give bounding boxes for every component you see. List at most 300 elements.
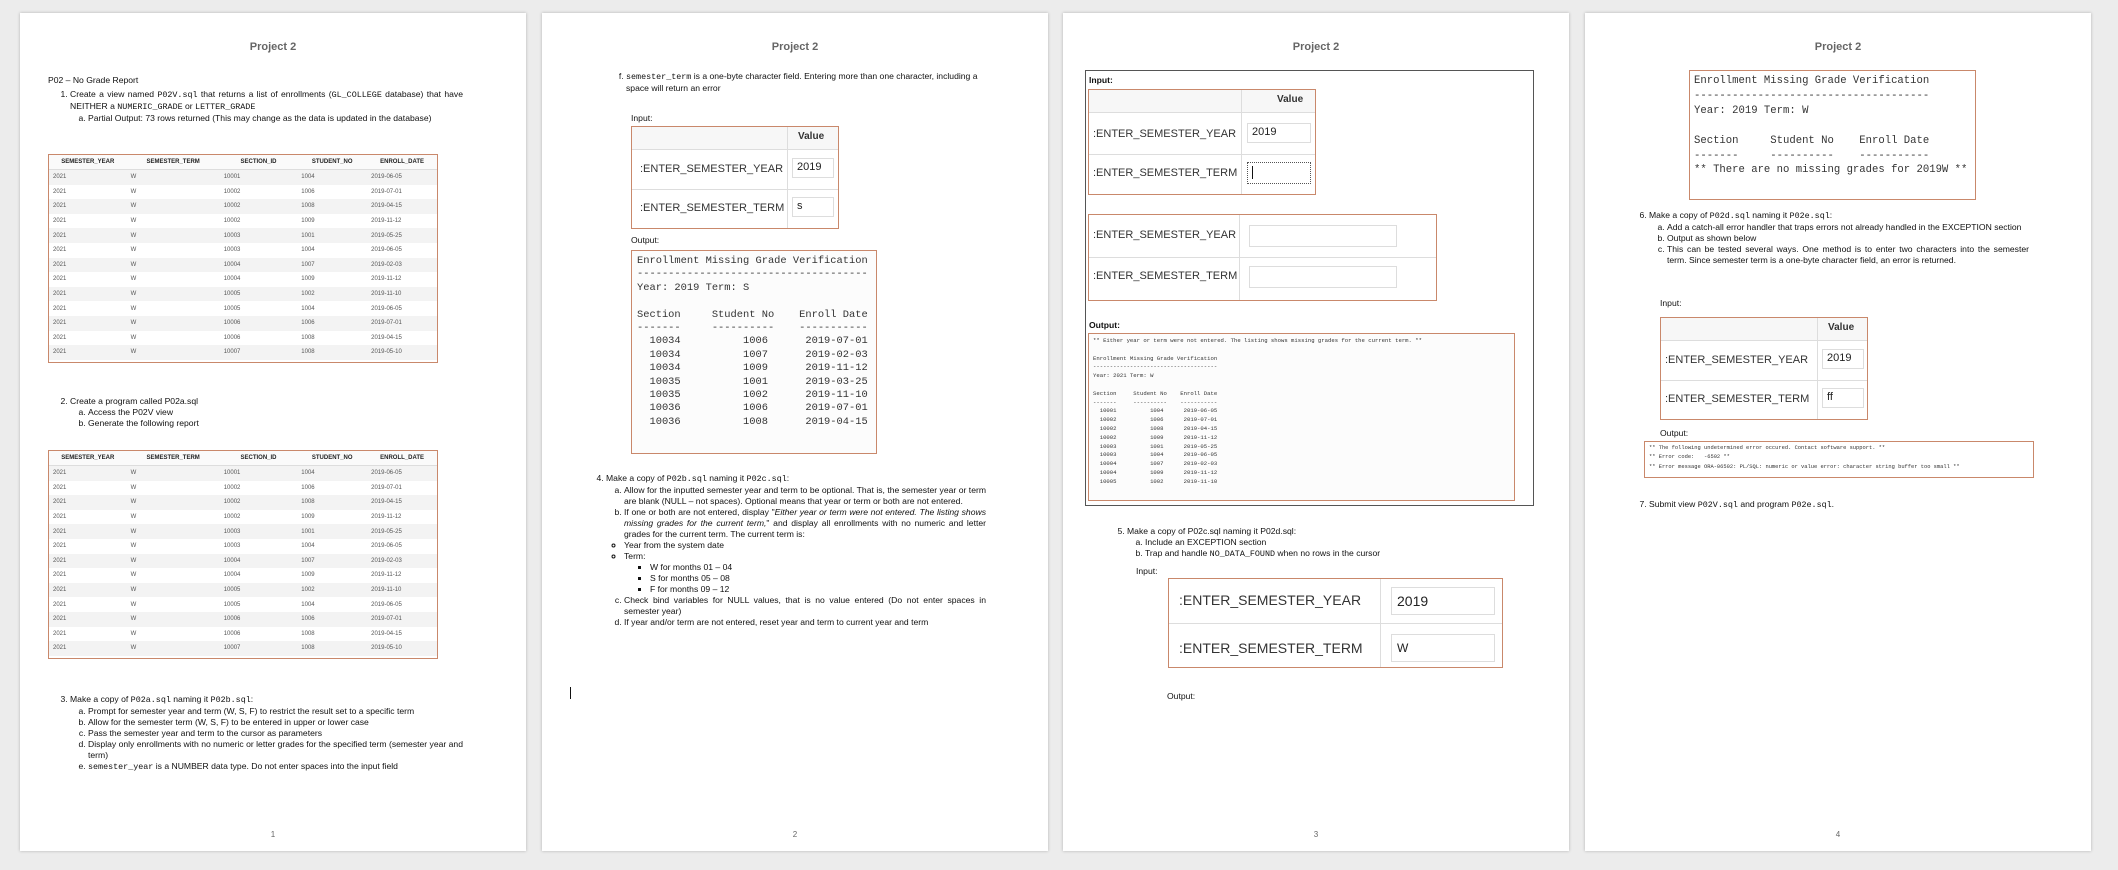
section-p02	[48, 75, 463, 124]
text: naming it	[1749, 210, 1790, 220]
month-range-s: ▪ S for months 05 – 08	[650, 573, 986, 584]
substep-2a: a. Access the P02V view	[88, 407, 463, 418]
table-cell: 2021	[49, 170, 127, 185]
table-cell: 1007	[297, 258, 367, 273]
output-panel[interactable]	[631, 250, 877, 454]
table-row[interactable]	[49, 612, 437, 627]
semester-term-field[interactable]: ff	[1822, 388, 1864, 408]
table-cell: W	[130, 514, 137, 521]
table-cell: 10006	[223, 334, 241, 341]
table-cell: 10005	[223, 601, 241, 608]
output-panel[interactable]	[1088, 333, 1515, 501]
text: .	[1831, 499, 1835, 509]
table-cell: 2019-11-12	[371, 572, 402, 579]
table-cell: W	[127, 612, 220, 627]
bind-variables-dialog	[1660, 317, 1868, 420]
term-list	[610, 540, 986, 595]
table-cell: 2021	[49, 583, 127, 598]
semester-term-label: :ENTER_SEMESTER_TERM	[1665, 393, 1810, 405]
document-page-2	[542, 13, 1048, 851]
table-cell: 2021	[49, 316, 127, 331]
table-cell: 10006	[223, 630, 241, 637]
table-cell: 1006	[297, 612, 367, 627]
report-output-grid[interactable]	[48, 450, 438, 659]
substep-4b	[624, 507, 986, 595]
table-row[interactable]	[49, 495, 437, 510]
text-cursor	[570, 687, 571, 699]
semester-term-label: :ENTER_SEMESTER_TERM	[1179, 640, 1363, 656]
semester-year-field[interactable]: 2019	[792, 158, 834, 178]
table-cell: 2019-06-05	[367, 170, 437, 185]
bind-variables-dialog	[631, 126, 839, 229]
table-row[interactable]	[49, 301, 437, 316]
text: Submit view	[1649, 499, 1698, 509]
table-cell: W	[127, 228, 220, 243]
table-cell: W	[130, 218, 137, 225]
table-row[interactable]	[49, 641, 437, 656]
code-text: semester_term	[626, 72, 692, 82]
term-item-term	[624, 551, 986, 595]
table-cell: 2019-04-15	[367, 495, 437, 510]
text: Make a copy of	[70, 694, 131, 704]
table-row[interactable]	[49, 258, 437, 273]
substep-4d: d. If year and/or term are not entered, reset year and term to current year and term	[624, 617, 986, 628]
text: :	[1829, 210, 1833, 220]
table-row[interactable]	[49, 524, 437, 539]
table-cell: 10005	[220, 287, 298, 302]
table-cell: 2019-02-03	[367, 554, 437, 569]
table-cell: 1008	[297, 495, 367, 510]
table-cell: 2019-11-12	[371, 276, 402, 283]
table-cell: W	[127, 345, 220, 360]
table-cell: 2019-11-12	[371, 218, 402, 225]
table-row[interactable]	[49, 627, 437, 642]
table-row[interactable]	[49, 510, 437, 525]
table-cell: 2021	[49, 228, 127, 243]
table-cell: 2021	[53, 218, 67, 225]
step-2	[70, 396, 463, 429]
table-cell: W	[130, 630, 137, 637]
column-header[interactable]: STUDENT_NO	[297, 155, 367, 170]
table-cell: 2019-04-15	[371, 630, 402, 637]
semester-term-field[interactable]: s	[792, 197, 834, 217]
table-cell: W	[130, 276, 137, 283]
table-cell: 2019-06-05	[371, 247, 402, 254]
table-cell: 1004	[297, 466, 367, 481]
table-cell: 10001	[220, 466, 298, 481]
substep-list	[70, 113, 463, 124]
table-cell: 2021	[49, 466, 127, 481]
code-text: GL_COLLEGE	[331, 90, 382, 100]
code-text: P02V.sql	[1697, 500, 1738, 510]
italic-text: Either year or term were not entered. The listing shows missing grades for the current term,	[624, 506, 986, 528]
step-7	[1649, 499, 2029, 511]
column-header[interactable]: ENROLL_DATE	[367, 451, 437, 466]
partial-output-grid[interactable]	[48, 154, 438, 363]
table-cell: 10004	[220, 554, 298, 569]
table-cell: W	[127, 258, 220, 273]
error-output-panel[interactable]	[1644, 441, 2034, 478]
table-cell: 1004	[301, 305, 315, 312]
column-header[interactable]: ENROLL_DATE	[367, 155, 437, 170]
table-cell: 2019-05-25	[367, 228, 437, 243]
substep-3e	[88, 761, 463, 773]
text: Make a copy of	[1649, 210, 1710, 220]
table-cell: 1008	[301, 334, 315, 341]
code-text: P02b.sql	[666, 474, 707, 484]
input-label: Input:	[1660, 298, 1682, 308]
table-cell: W	[130, 543, 137, 550]
month-list	[624, 562, 986, 595]
text: :	[786, 473, 790, 483]
text: " and display all enrollments with no numeric and letter grades for the current term. The current term is:	[624, 517, 986, 539]
table-cell: 2021	[53, 276, 67, 283]
substep-list	[614, 71, 982, 94]
table-cell: 1004	[301, 601, 315, 608]
text: :	[250, 694, 254, 704]
table-cell: 10003	[220, 524, 298, 539]
input-label: Input:	[1089, 75, 1113, 85]
table-cell: W	[127, 466, 220, 481]
substep-3f	[626, 71, 982, 94]
substep-3b: b. Allow for the semester term (W, S, F) to be entered in upper or lower case	[88, 717, 463, 728]
table-cell: 10002	[223, 188, 241, 195]
page-number: 4	[1835, 830, 1841, 839]
table-row[interactable]	[49, 214, 437, 229]
table-cell: 1006	[301, 188, 315, 195]
substep-5a: a. Include an EXCEPTION section	[1145, 537, 1507, 548]
text: and program	[1737, 499, 1792, 509]
row-divider	[1661, 380, 1867, 381]
month-range-f: ▪ F for months 09 – 12	[650, 584, 986, 595]
table-cell: 2019-06-05	[367, 466, 437, 481]
step-list-4	[584, 473, 986, 628]
semester-year-field[interactable]: 2019	[1247, 123, 1311, 143]
semester-term-label: :ENTER_SEMESTER_TERM	[640, 202, 785, 214]
table-row[interactable]	[49, 466, 437, 481]
column-header[interactable]: SEMESTER_TERM	[127, 451, 220, 466]
table-row[interactable]	[49, 199, 437, 214]
table-cell: 10003	[223, 247, 241, 254]
value-column-header: Value	[1277, 94, 1304, 105]
table-cell: 2021	[53, 572, 67, 579]
table-row[interactable]	[49, 539, 437, 554]
text: that returns a list of enrollments (	[197, 89, 332, 99]
table-cell: W	[127, 287, 220, 302]
substep-3c: c. Pass the semester year and term to the cursor as parameters	[88, 728, 463, 739]
table-cell: W	[127, 524, 220, 539]
table-cell: 2019-05-10	[367, 345, 437, 360]
text: database) that have NEITHER a	[70, 89, 464, 111]
table-cell: 2019-04-15	[371, 334, 402, 341]
table-row[interactable]	[49, 287, 437, 302]
table-cell: 2019-07-01	[367, 612, 437, 627]
semester-term-label: :ENTER_SEMESTER_TERM	[1093, 167, 1238, 179]
table-header-row	[49, 451, 437, 466]
value-column-header: Value	[798, 131, 825, 142]
code-text: P02e.sql	[1789, 211, 1830, 221]
step-1	[70, 89, 463, 124]
table-cell: 1008	[301, 630, 315, 637]
table-cell: 2021	[53, 630, 67, 637]
table-cell: W	[130, 484, 137, 491]
table-cell: 2021	[53, 543, 67, 550]
table-row[interactable]	[49, 170, 437, 185]
table-cell: 2021	[49, 258, 127, 273]
row-divider	[632, 189, 838, 190]
text: is a NUMBER data type. Do not enter spaces into the input field	[153, 760, 398, 771]
step-6	[1649, 210, 2029, 266]
table-cell: 2019-04-15	[367, 199, 437, 214]
table-cell: 2019-02-03	[367, 258, 437, 273]
code-text: P02V.sql	[157, 90, 198, 100]
code-text: NUMERIC_GRADE	[117, 101, 183, 112]
table-row[interactable]	[49, 597, 437, 612]
term-item-year: ◦ Year from the system date	[624, 540, 986, 551]
substep-list	[70, 706, 463, 773]
table-cell: 10004	[223, 572, 241, 579]
code-text: P02d.sql	[1709, 211, 1750, 221]
table-cell: W	[127, 199, 220, 214]
semester-year-field[interactable]: 2019	[1391, 587, 1495, 615]
text: or	[182, 100, 196, 111]
output-label: Output:	[1089, 320, 1121, 330]
table-cell: 2019-05-25	[367, 524, 437, 539]
table-cell: 2019-07-01	[371, 484, 402, 491]
page-number: 2	[792, 830, 798, 839]
substep-list	[1127, 537, 1507, 560]
section-title: P02 – No Grade Report	[48, 75, 139, 85]
table-cell: 1008	[297, 345, 367, 360]
table-cell: 2021	[49, 495, 127, 510]
table-cell: W	[130, 572, 137, 579]
table-cell: W	[127, 641, 220, 656]
table-cell: 10002	[220, 199, 298, 214]
table-cell: 2021	[53, 601, 67, 608]
semester-term-field[interactable]	[1247, 162, 1311, 184]
table-row[interactable]	[49, 554, 437, 569]
bind-variables-dialog	[1168, 578, 1503, 668]
table-row[interactable]	[49, 568, 437, 583]
table-cell: 2021	[49, 524, 127, 539]
table-cell: 2021	[53, 247, 67, 254]
page-number: 1	[270, 830, 276, 839]
table-cell: W	[130, 305, 137, 312]
step-list-7	[1627, 499, 2029, 511]
output-panel[interactable]	[1689, 70, 1976, 200]
step-6-block	[1627, 210, 2029, 266]
output-text: ** Either year or term were not entered. The listing shows missing grades for the current term. ** Enrollment Missing Grade Verification ------------------------------------- Year: 2021 Term: W Section Student No Enroll Date ------- ---------- ----------- 10001 1004 2019-06-05 10002 1006 2019-07-01 10002 1008 2019-04-15 10002 1009 2019-11-12 10003 1001 2019-05-25 10003 1004 2019-06-05 10004 1007 2019-02-03 10004 1009 2019-11-12 10005 1002 2019-11-10	[1093, 337, 1422, 485]
table-row[interactable]	[49, 316, 437, 331]
column-divider	[787, 127, 788, 228]
semester-year-label: :ENTER_SEMESTER_YEAR	[1179, 592, 1362, 608]
substep-3a: a. Prompt for semester year and term (W, S, F) to restrict the result set to a specific term	[88, 706, 463, 717]
table-cell: W	[130, 601, 137, 608]
table-cell: W	[130, 188, 137, 195]
table-cell: 1008	[297, 199, 367, 214]
step-5-block	[1105, 526, 1507, 560]
step-list-6	[1627, 210, 2029, 266]
output-label: Output:	[631, 235, 660, 245]
substep-6b: b. Output as shown below	[1667, 233, 2029, 244]
document-page-4	[1585, 13, 2091, 851]
document-page-3	[1063, 13, 1569, 851]
table-cell: 1002	[297, 583, 367, 598]
column-header[interactable]: SECTION_ID	[220, 155, 298, 170]
document-page-1	[20, 13, 526, 851]
table-row[interactable]	[49, 345, 437, 360]
table-cell: 10003	[223, 543, 241, 550]
substep-5b	[1145, 548, 1507, 560]
row-divider	[1089, 257, 1436, 258]
semester-term-field[interactable]: W	[1391, 634, 1495, 662]
table-cell: 1008	[297, 641, 367, 656]
step-4	[606, 473, 986, 628]
table-cell: 1002	[297, 287, 367, 302]
table-cell: 2019-05-10	[367, 641, 437, 656]
table-cell: 10007	[220, 641, 298, 656]
substep-3d: d. Display only enrollments with no numeric or letter grades for the specified term (semester year and term)	[88, 739, 463, 761]
column-header[interactable]: SECTION_ID	[220, 451, 298, 466]
table-cell: 10002	[223, 484, 241, 491]
page-header: Project 2	[771, 41, 819, 53]
code-text: P02c.sql	[746, 474, 787, 484]
step-list-5	[1105, 526, 1507, 560]
table-row[interactable]	[49, 243, 437, 258]
output-text: Enrollment Missing Grade Verification ------------------------------------- Year: 2019 Term: S Section Student No Enroll Date ------- ---------- ----------- 10034 1006 2019-07-01 10034 1007 2019-02-03 10034 1009 2019-11-12 10035 1001 2019-03-25 10035 1002 2019-11-10 10036 1006 2019-07-01 10036 1008 2019-04-15	[637, 255, 868, 428]
text: Term:	[624, 550, 646, 561]
table-cell: 2021	[53, 188, 67, 195]
table-cell: 1004	[301, 247, 315, 254]
column-header[interactable]: SEMESTER_YEAR	[49, 155, 127, 170]
column-header[interactable]: SEMESTER_TERM	[127, 155, 220, 170]
table-cell: 10006	[220, 316, 298, 331]
table-cell: 10005	[220, 583, 298, 598]
text: naming it	[170, 694, 211, 704]
text: Trap and handle	[1145, 548, 1210, 558]
bind-variables-dialog	[1088, 89, 1316, 195]
table-row[interactable]	[49, 583, 437, 598]
code-text: NO_DATA_FOUND	[1209, 549, 1276, 559]
table-cell: 2021	[53, 514, 67, 521]
table-cell: W	[127, 583, 220, 598]
output-label: Output:	[1167, 691, 1196, 701]
text-cursor	[1252, 166, 1253, 179]
substep-2b: b. Generate the following report	[88, 418, 463, 429]
column-divider	[1241, 90, 1242, 194]
text: is a one-byte character field. Entering more than one character, including a space will return an error	[626, 71, 978, 93]
semester-year-label: :ENTER_SEMESTER_YEAR	[1093, 229, 1237, 241]
table-row[interactable]	[49, 272, 437, 287]
semester-term-field-empty[interactable]	[1249, 266, 1397, 288]
substep-1a: a. Partial Output: 73 rows returned (This may change as the data is updated in the database)	[88, 113, 463, 124]
code-text: P02e.sql	[1791, 500, 1832, 510]
result-table	[49, 451, 437, 656]
page-header: Project 2	[249, 41, 297, 53]
table-cell: 10004	[220, 258, 298, 273]
table-cell: 1009	[301, 218, 315, 225]
table-cell: 2019-06-05	[371, 305, 402, 312]
table-cell: 2019-11-12	[371, 514, 402, 521]
table-cell: W	[127, 316, 220, 331]
substep-4a: a. Allow for the inputted semester year and term to be optional. That is, the semester year or term are blank (NULL – not spaces). Optional means that year or term or both are not entered.	[624, 485, 986, 507]
code-text: LETTER_GRADE	[195, 101, 256, 112]
code-text: P02a.sql	[130, 695, 171, 705]
table-row[interactable]	[49, 481, 437, 496]
item-f	[614, 71, 982, 94]
semester-year-field-empty[interactable]	[1249, 225, 1397, 247]
table-row[interactable]	[49, 185, 437, 200]
row-divider	[1089, 154, 1315, 155]
table-cell: 1006	[297, 316, 367, 331]
text: when no rows in the cursor	[1275, 548, 1381, 558]
table-row[interactable]	[49, 331, 437, 346]
step-4-block	[584, 473, 986, 628]
table-cell: 2021	[53, 484, 67, 491]
text: If one or both are not entered, display "	[624, 506, 775, 517]
code-text: P02b.sql	[210, 695, 251, 705]
table-cell: 1009	[301, 514, 315, 521]
table-cell: 2019-06-05	[371, 543, 402, 550]
substep-list	[606, 485, 986, 628]
step-3	[70, 694, 463, 773]
text: Create a program called P02a.sql	[70, 396, 199, 406]
input-label: Input:	[1136, 566, 1158, 576]
table-cell: 1001	[297, 524, 367, 539]
table-cell: 10005	[223, 305, 241, 312]
table-cell: 10001	[220, 170, 298, 185]
substep-list	[1649, 222, 2029, 266]
code-text: semester_year	[88, 761, 154, 772]
step-list-3	[48, 694, 463, 773]
table-cell: W	[130, 334, 137, 341]
table-cell: W	[127, 170, 220, 185]
table-cell: 10002	[220, 495, 298, 510]
substep-6a: a. Add a catch-all error handler that traps errors not already handled in the EXCEPTION section	[1667, 222, 2029, 233]
column-header[interactable]: SEMESTER_YEAR	[49, 451, 127, 466]
column-header[interactable]: STUDENT_NO	[297, 451, 367, 466]
table-cell: 1004	[297, 170, 367, 185]
table-cell: 2021	[49, 345, 127, 360]
step-list-1	[48, 89, 463, 124]
table-header-row	[49, 155, 437, 170]
table-cell: 1004	[301, 543, 315, 550]
table-cell: 1009	[301, 276, 315, 283]
table-cell: 2021	[49, 612, 127, 627]
text: Make a copy of P02c.sql naming it P02d.sql:	[1127, 526, 1297, 536]
column-divider	[1817, 318, 1818, 419]
table-cell: 2021	[49, 199, 127, 214]
table-cell: W	[130, 247, 137, 254]
table-cell: 1001	[297, 228, 367, 243]
table-cell: 1007	[297, 554, 367, 569]
table-row[interactable]	[49, 228, 437, 243]
table-cell: 2021	[53, 334, 67, 341]
bind-variables-empty	[1088, 214, 1437, 301]
table-cell: 2021	[49, 641, 127, 656]
step-3-block	[48, 694, 463, 773]
table-cell: 2019-07-01	[371, 188, 402, 195]
semester-year-label: :ENTER_SEMESTER_YEAR	[1665, 354, 1809, 366]
table-cell: 2019-11-10	[367, 287, 437, 302]
table-cell: 10003	[220, 228, 298, 243]
input-label: Input:	[631, 113, 653, 123]
error-output-text: ** The following undetermined error occured. Contact software support. ** ** Error code: -6502 ** ** Error message ORA-06502: PL/SQL: numeric or value error: character string buffer too small **	[1649, 445, 1960, 470]
table-cell: 10006	[220, 612, 298, 627]
table-cell: 2021	[53, 305, 67, 312]
semester-year-field[interactable]: 2019	[1822, 349, 1864, 369]
semester-year-label: :ENTER_SEMESTER_YEAR	[1093, 128, 1237, 140]
